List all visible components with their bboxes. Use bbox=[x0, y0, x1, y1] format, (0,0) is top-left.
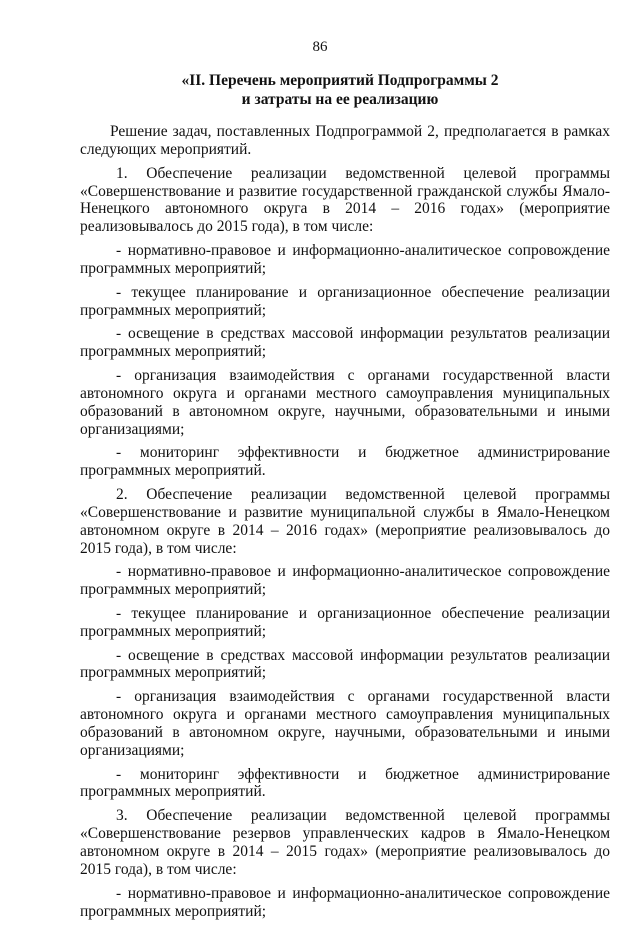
measure-1-sub-4: - организация взаимодействия с органами государственной власти автономного округа и органами местного самоуправления муниципальных образований в автономном округе, научными, образовательными и иными организациями; bbox=[80, 366, 610, 438]
page-number: 86 bbox=[312, 39, 328, 55]
measure-1-sub-2: - текущее планирование и организационное обеспечение реализации программных мероприятий; bbox=[80, 283, 610, 319]
measure-2-sub-4: - организация взаимодействия с органами государственной власти автономного округа и органами местного самоуправления муниципальных образований в автономном округе, научными, образовательными и иными организациями; bbox=[80, 688, 610, 759]
intro-paragraph: Решение задач, поставленных Подпрограммой 2, предполагается в рамках следующих мероприятий. bbox=[80, 123, 610, 158]
measure-1-paragraph: 1. Обеспечение реализации ведомственной целевой программы «Совершенствование и развитие государственной гражданской службы Ямало-Ненецкого автономного округа в 2014 – 2016 годах» (мероприятие реализовывалось до 2015 года), в том числе: bbox=[80, 164, 610, 236]
measure-1-sub-5: - мониторинг эффективности и бюджетное администрирование программных мероприятий. bbox=[80, 444, 610, 480]
measure-3-sub-1: - нормативно-правовое и информационно-аналитическое сопровождение программных мероприятий; bbox=[80, 884, 610, 920]
section-title-line-1: «II. Перечень мероприятий Подпрограммы 2 bbox=[181, 72, 499, 89]
measure-2-sub-2: - текущее планирование и организационное обеспечение реализации программных мероприятий; bbox=[80, 604, 610, 640]
section-title-line-2: и затраты на ее реализацию bbox=[241, 91, 439, 108]
measure-3-paragraph: 3. Обеспечение реализации ведомственной целевой программы «Совершенствование резервов управленческих кадров в Ямало-Ненецком автономном округе в 2014 – 2015 годах» (мероприятие реализовывалось до 2015 года), в том числе: bbox=[80, 807, 610, 878]
measure-1-sub-3: - освещение в средствах массовой информации результатов реализации программных мероприятий; bbox=[80, 325, 610, 361]
measure-2-sub-3: - освещение в средствах массовой информации результатов реализации программных мероприятий; bbox=[80, 646, 610, 682]
document-body bbox=[80, 123, 610, 926]
section-title bbox=[70, 71, 610, 109]
measure-1-sub-1: - нормативно-правовое и информационно-аналитическое сопровождение программных мероприятий; bbox=[80, 242, 610, 277]
measure-2-sub-1: - нормативно-правовое и информационно-аналитическое сопровождение программных мероприятий; bbox=[80, 563, 610, 599]
measure-2-sub-5: - мониторинг эффективности и бюджетное администрирование программных мероприятий. bbox=[80, 765, 610, 801]
measure-2-paragraph: 2. Обеспечение реализации ведомственной целевой программы «Совершенствование и развитие муниципальной службы в Ямало-Ненецком автономном округе в 2014 – 2016 годах» (мероприятие реализовывалось до 2015 года), в том числе: bbox=[80, 485, 610, 557]
